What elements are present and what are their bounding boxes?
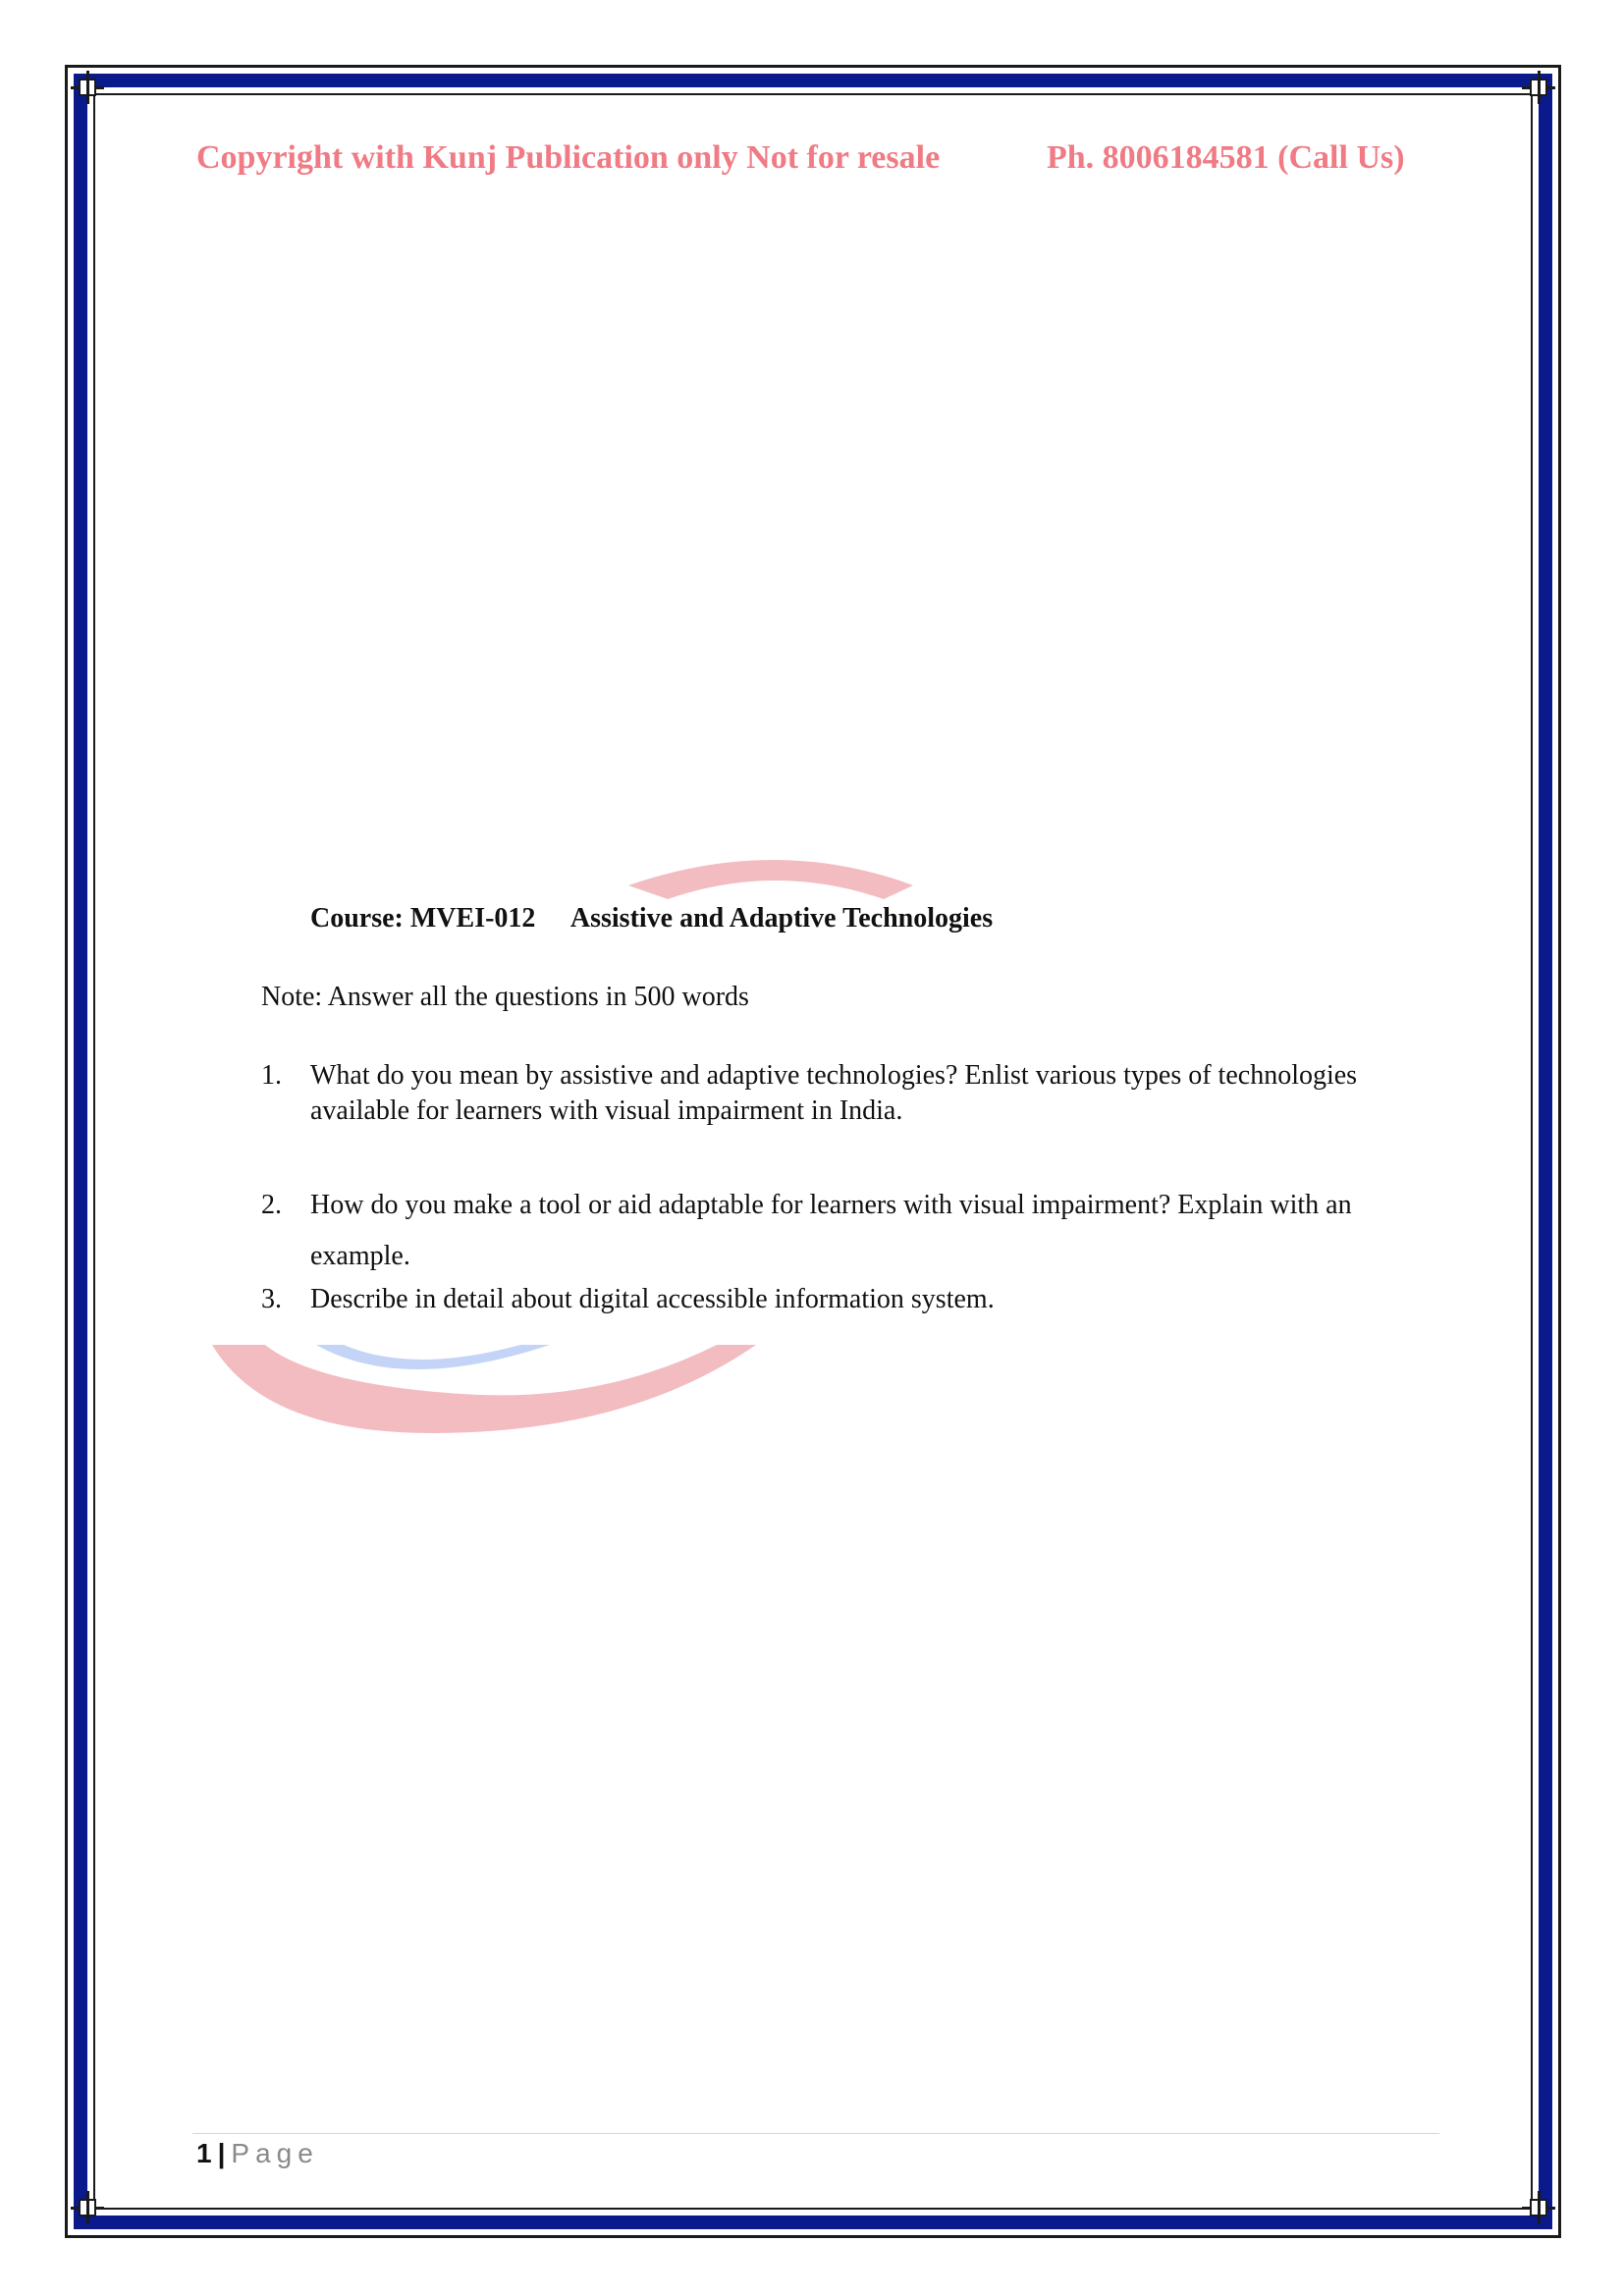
course-title: Assistive and Adaptive Technologies — [569, 903, 994, 934]
instructions-note: Note: Answer all the questions in 500 words — [261, 982, 749, 1012]
question-number: 3. — [261, 1284, 282, 1314]
footer-divider — [192, 2133, 1439, 2134]
corner-ornament — [71, 2191, 104, 2224]
publisher-logo-watermark — [206, 844, 1286, 1482]
page-label: Page — [231, 2138, 319, 2168]
corner-ornament — [1522, 2191, 1555, 2224]
question-number: 2. — [261, 1190, 282, 1220]
watermark-blue-arc — [316, 1345, 550, 1369]
question-number: 1. — [261, 1060, 282, 1091]
corner-ornament — [1522, 71, 1555, 104]
question-text: What do you mean by assistive and adaptive technologies? Enlist various types of technologies available for learners with visual impairment in India. — [310, 1060, 1358, 1126]
phone-number: Ph. 8006184581 (Call Us) — [1047, 139, 1405, 176]
page-footer — [196, 2138, 319, 2169]
question-text: Describe in detail about digital accessible information system. — [310, 1284, 995, 1314]
question-text: How do you make a tool or aid adaptable for learners with visual impairment? Explain with an example. — [310, 1190, 1352, 1271]
watermark-red-arc-top — [628, 860, 913, 899]
course-heading — [310, 903, 993, 934]
page-header — [196, 139, 1434, 183]
corner-ornament — [71, 71, 104, 104]
course-code: Course: MVEI-012 — [310, 903, 536, 934]
copyright-notice: Copyright with Kunj Publication only Not for resale — [196, 139, 941, 176]
footer-separator: | — [217, 2138, 226, 2168]
page-number: 1 — [196, 2138, 212, 2168]
